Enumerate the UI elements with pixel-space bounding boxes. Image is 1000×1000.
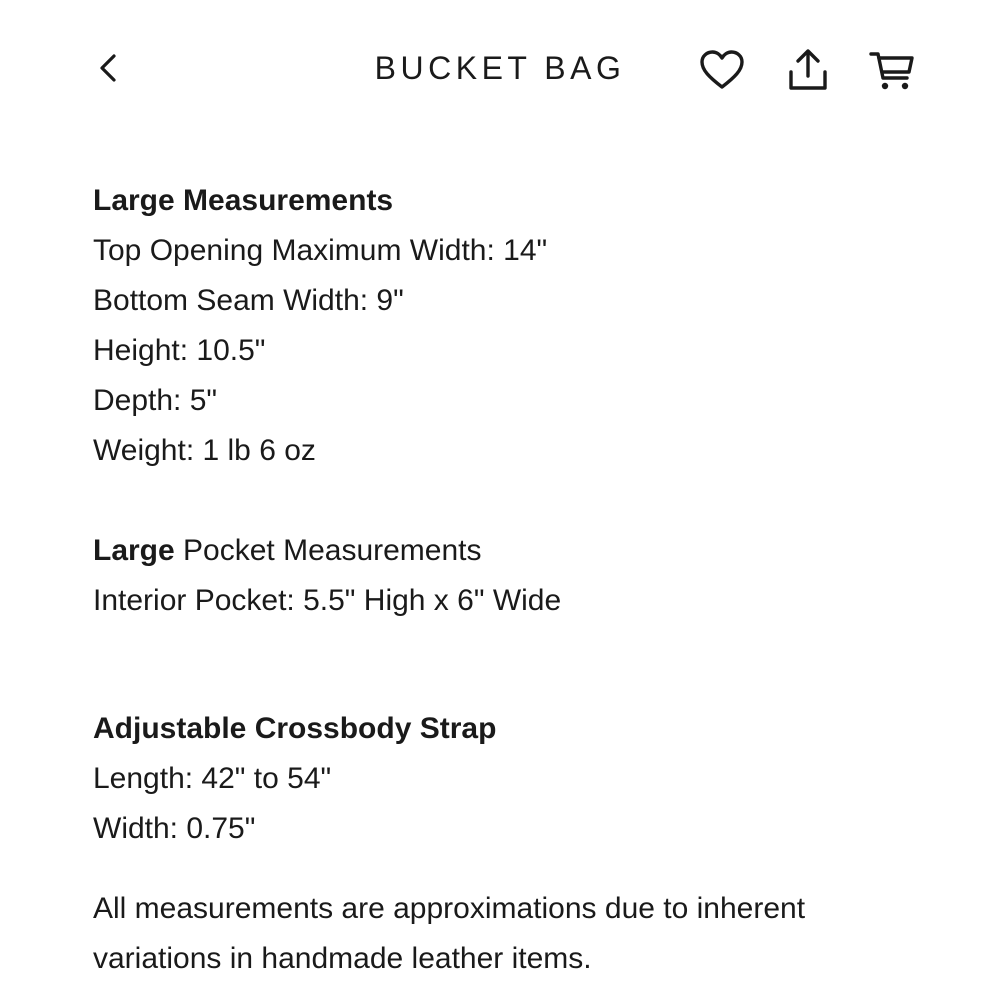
- pocket-measurements-section: [93, 526, 933, 626]
- disclaimer-note: [93, 884, 933, 984]
- measurement-line: Height: 10.5": [93, 334, 266, 367]
- note-line: variations in handmade leather items.: [93, 942, 592, 975]
- section-heading: Large Measurements: [93, 184, 394, 217]
- measurement-line: Width: 0.75": [93, 812, 256, 845]
- measurement-line: Bottom Seam Width: 9": [93, 284, 404, 317]
- top-bar: [0, 0, 1000, 140]
- measurement-line: Weight: 1 lb 6 oz: [93, 434, 316, 467]
- strap-section: [93, 704, 933, 854]
- section-heading: Adjustable Crossbody Strap: [93, 712, 497, 745]
- heart-icon: [699, 49, 745, 91]
- section-heading: [93, 526, 933, 576]
- section-heading-bold: Large: [93, 534, 175, 567]
- share-button[interactable]: [782, 44, 834, 96]
- share-icon: [787, 48, 829, 92]
- section-heading-rest: Pocket Measurements: [174, 534, 482, 567]
- favorite-button[interactable]: [696, 44, 748, 96]
- cart-icon: [869, 48, 915, 92]
- page-title: BUCKET BAG: [374, 50, 626, 86]
- large-measurements-section: [93, 176, 933, 476]
- cart-button[interactable]: [866, 44, 918, 96]
- note-line: All measurements are approximations due to inherent: [93, 892, 806, 925]
- measurement-line: Top Opening Maximum Width: 14": [93, 234, 548, 267]
- measurement-line: Length: 42" to 54": [93, 762, 332, 795]
- measurement-line: Interior Pocket: 5.5" High x 6" Wide: [93, 584, 562, 617]
- measurement-line: Depth: 5": [93, 384, 218, 417]
- product-details: [93, 176, 933, 984]
